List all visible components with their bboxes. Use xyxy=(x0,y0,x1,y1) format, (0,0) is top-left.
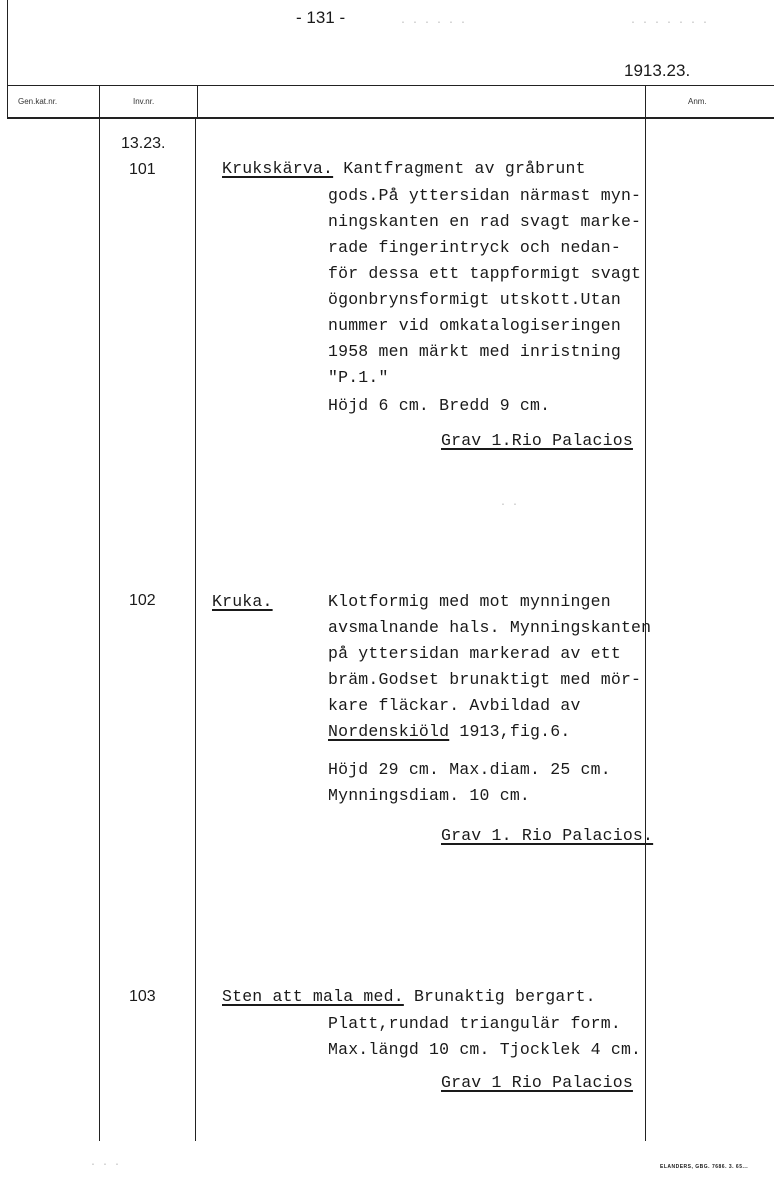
col-divider-text xyxy=(197,86,198,119)
scan-speckle: · · xyxy=(500,500,519,511)
left-border xyxy=(7,0,8,118)
section-code: 13.23. xyxy=(121,135,166,152)
reference-author: Nordenskiöld xyxy=(328,722,450,741)
inv-number: 103 xyxy=(129,988,156,1005)
entry-line: kare fläckar. Avbildad av xyxy=(328,696,581,715)
entry-line: ögonbrynsformigt utskott.Utan xyxy=(328,290,621,309)
entry-first-line: Klotformig med mot mynningen xyxy=(328,592,611,611)
entry-first-line: Brunaktig bergart. xyxy=(413,987,596,1006)
grave-text: Grav 1. Rio Palacios. xyxy=(441,826,654,845)
entry-title: Kruka. xyxy=(212,592,273,611)
entry-title: Krukskärva. xyxy=(222,159,334,178)
entry-line: för dessa ett tappformigt svagt xyxy=(328,264,642,283)
entry-line: gods.På yttersidan närmast myn- xyxy=(328,186,642,205)
entry-line: rade fingerintryck och nedan- xyxy=(328,238,621,257)
entry-title: Sten att mala med. xyxy=(222,987,404,1006)
entry-line: på yttersidan markerad av ett xyxy=(328,644,621,663)
entry-line: 1958 men märkt med inristning xyxy=(328,342,621,361)
col-divider-anm-right xyxy=(645,86,646,1141)
entry-grave: Grav 1 Rio Palacios xyxy=(441,1073,633,1092)
col-divider-anm xyxy=(195,119,196,1141)
year-code: 1913.23. xyxy=(624,61,691,80)
printer-mark: ELANDERS, GBG. 7686. 3. 65... xyxy=(660,1164,749,1170)
header-bottom-rule xyxy=(7,117,774,119)
header-top-rule xyxy=(7,85,774,86)
scan-speckle: · · · · · · · xyxy=(630,18,709,29)
page-number: - 131 - xyxy=(296,8,346,27)
entry-title-line xyxy=(222,987,596,1006)
scan-speckle: · · · · · · xyxy=(400,18,467,29)
col-divider-inv xyxy=(99,86,100,1141)
entry-dimensions: Höjd 29 cm. Max.diam. 25 cm. xyxy=(328,760,611,779)
entry-line: "P.1." xyxy=(328,368,389,387)
entry-line: Max.längd 10 cm. Tjocklek 4 cm. xyxy=(328,1040,642,1059)
entry-line: nummer vid omkatalogiseringen xyxy=(328,316,621,335)
entry-line: avsmalnande hals. Mynningskanten xyxy=(328,618,652,637)
col-header-anm: Anm. xyxy=(688,97,707,106)
col-header-inv: Inv.nr. xyxy=(133,97,155,106)
entry-first-line: Kantfragment av gråbrunt xyxy=(343,159,586,178)
entry-reference xyxy=(328,722,570,741)
col-header-gen-kat: Gen.kat.nr. xyxy=(18,97,58,106)
entry-dimensions: Höjd 6 cm. Bredd 9 cm. xyxy=(328,396,551,415)
entry-line: Platt,rundad triangulär form. xyxy=(328,1014,621,1033)
scan-speckle: · · · xyxy=(90,1160,121,1171)
inv-number: 102 xyxy=(129,592,156,609)
entry-grave xyxy=(441,826,653,845)
entry-line: ningskanten en rad svagt marke- xyxy=(328,212,642,231)
reference-year: 1913,fig.6. xyxy=(449,722,571,741)
entry-dimensions: Mynningsdiam. 10 cm. xyxy=(328,786,531,805)
entry-title-line xyxy=(222,159,586,178)
inv-number: 101 xyxy=(129,161,156,178)
entry-line: bräm.Godset brunaktigt med mör- xyxy=(328,670,642,689)
entry-grave: Grav 1.Rio Palacios xyxy=(441,431,633,450)
